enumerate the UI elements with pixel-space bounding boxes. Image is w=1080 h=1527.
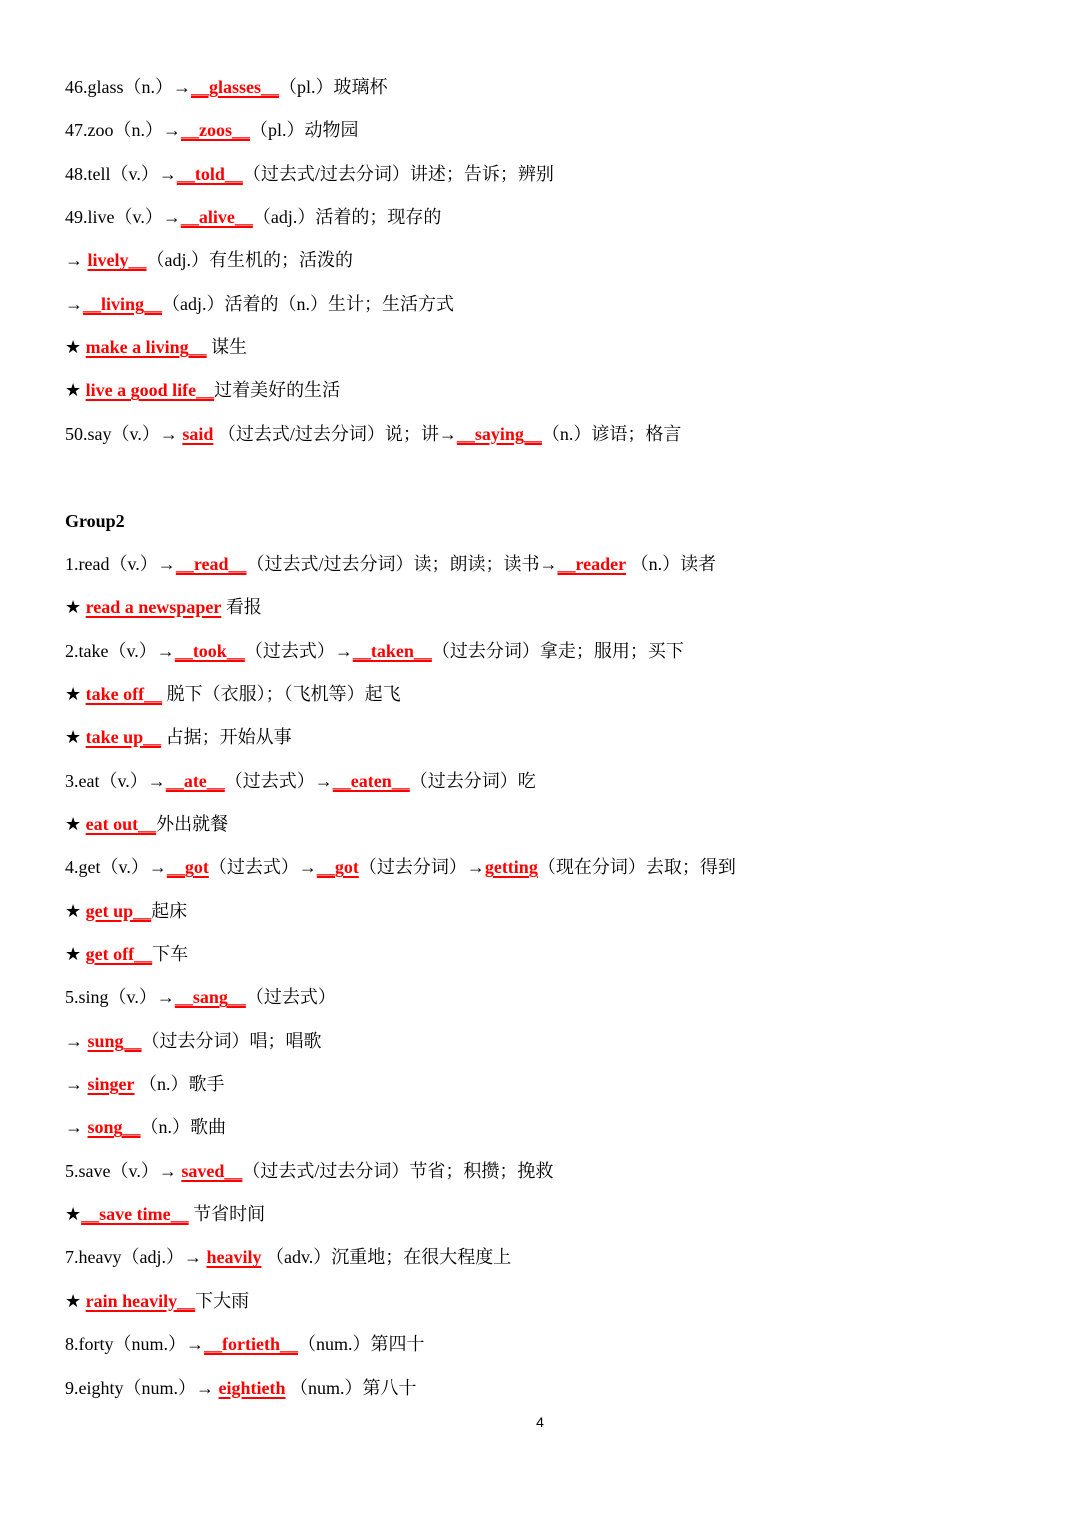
- vocab-line: [65, 549, 716, 579]
- prompt-text: 脱下（衣服）；（飞机等）起飞: [162, 683, 401, 704]
- prompt-text: 49.live（v.）→: [65, 207, 181, 228]
- prompt-text: （过去式）→: [244, 640, 353, 661]
- prompt-text: 9.eighty（num.）→: [65, 1377, 219, 1398]
- vocab-line: [65, 1156, 553, 1186]
- prompt-text: ★: [65, 727, 86, 748]
- answer-text: getting: [484, 857, 538, 878]
- prompt-text: 下大雨: [195, 1290, 250, 1311]
- prompt-text: （adv.）沉重地；在很大程度上: [261, 1247, 512, 1268]
- prompt-text: 7.heavy（adj.）→: [65, 1247, 207, 1268]
- vocab-line: [65, 1026, 322, 1056]
- prompt-text: ★: [65, 337, 86, 358]
- answer-text: __read__: [175, 553, 247, 574]
- prompt-text: 看报: [221, 597, 262, 618]
- vocab-line: [65, 202, 441, 232]
- vocab-line: [65, 592, 262, 622]
- answer-text: saved__: [181, 1160, 243, 1181]
- prompt-text: （过去式/过去分词）讲述；告诉；辨别: [242, 163, 554, 184]
- vocab-line: [65, 159, 554, 189]
- vocab-line: [65, 939, 188, 969]
- prompt-text: 谋生: [206, 337, 248, 358]
- prompt-text: （adj.）活着的（n.）生计；生活方式: [162, 293, 455, 314]
- prompt-text: （过去分词）拿走；服用；买下: [431, 640, 684, 661]
- prompt-text: →: [65, 250, 88, 271]
- prompt-text: 5.save（v.）→: [65, 1160, 182, 1181]
- prompt-text: 过着美好的生活: [214, 380, 341, 401]
- prompt-text: ★: [65, 1290, 86, 1311]
- answer-text: __save time__: [81, 1204, 189, 1225]
- prompt-text: ★: [65, 1204, 82, 1225]
- vocab-line: [65, 1329, 425, 1359]
- answer-text: read a newspaper: [85, 597, 222, 618]
- answer-text: __eaten__: [332, 770, 410, 791]
- answer-text: live a good life__: [85, 380, 215, 401]
- answer-text: __reader: [557, 553, 627, 574]
- vocab-line: [65, 375, 340, 405]
- prompt-text: 4.get（v.）→: [65, 857, 167, 878]
- vocab-line: [65, 809, 228, 839]
- answer-text: make a living__: [85, 337, 207, 358]
- vocab-line: [65, 679, 401, 709]
- answer-text: heavily: [206, 1247, 262, 1268]
- vocab-line: [65, 896, 187, 926]
- vocab-line: [65, 245, 353, 275]
- answer-text: singer: [87, 1074, 135, 1095]
- answer-text: __alive__: [180, 207, 253, 228]
- prompt-text: 8.forty（num.）→: [65, 1334, 204, 1355]
- answer-text: __fortieth__: [204, 1334, 298, 1355]
- answer-text: said: [182, 423, 214, 444]
- prompt-text: （现在分词）去取；得到: [537, 857, 736, 878]
- prompt-text: ★: [65, 380, 86, 401]
- prompt-text: （过去式）: [245, 987, 336, 1008]
- prompt-text: （num.）第四十: [297, 1334, 425, 1355]
- answer-text: __got: [166, 857, 209, 878]
- answer-text: rain heavily__: [85, 1290, 196, 1311]
- answer-text: eat out__: [85, 813, 157, 834]
- prompt-text: ★: [65, 683, 86, 704]
- answer-text: __glasses__: [191, 77, 280, 97]
- vocab-line: [65, 982, 336, 1012]
- answer-text: lively__: [87, 250, 147, 271]
- prompt-text: 5.sing（v.）→: [65, 987, 175, 1008]
- vocab-line: [65, 419, 681, 449]
- prompt-text: （过去分词）唱；唱歌: [141, 1030, 322, 1051]
- prompt-text: 节省时间: [188, 1204, 266, 1225]
- prompt-text: →: [65, 1074, 88, 1095]
- prompt-text: →: [65, 1117, 88, 1138]
- prompt-text: （过去式/过去分词）说；讲→: [213, 423, 457, 444]
- answer-text: __took__: [174, 640, 245, 661]
- page-number: 4: [536, 1414, 544, 1430]
- vocab-line: [65, 1199, 265, 1229]
- prompt-text: （过去式/过去分词）节省；积攒；挽救: [242, 1160, 554, 1181]
- prompt-text: ★: [65, 900, 86, 921]
- answer-text: get off__: [85, 944, 153, 964]
- vocab-line: [65, 1373, 417, 1403]
- vocab-line: [65, 1069, 225, 1099]
- prompt-text: （adj.）活着的；现存的: [252, 207, 442, 228]
- answer-text: __taken__: [352, 640, 432, 661]
- vocab-line: [65, 766, 536, 796]
- prompt-text: 47.zoo（n.）→: [65, 120, 181, 141]
- prompt-text: （过去分词）吃: [409, 770, 536, 791]
- answer-text: __got: [316, 857, 359, 878]
- prompt-text: 外出就餐: [156, 813, 229, 834]
- vocab-line: [65, 1286, 249, 1316]
- prompt-text: 1.read（v.）→: [65, 553, 176, 574]
- answer-text: get up__: [85, 900, 152, 921]
- answer-text: __sang__: [174, 987, 246, 1008]
- prompt-text: （n.）歌手: [134, 1074, 225, 1095]
- answer-text: eightieth: [218, 1377, 286, 1398]
- answer-text: sung__: [87, 1030, 142, 1051]
- prompt-text: （num.）第八十: [285, 1377, 417, 1398]
- prompt-text: （过去分词）→: [358, 857, 485, 878]
- prompt-text: 3.eat（v.）→: [65, 770, 166, 791]
- prompt-text: 46.glass（n.）→: [65, 77, 191, 97]
- prompt-text: ★: [65, 813, 86, 834]
- answer-text: take up__: [85, 727, 162, 748]
- vocab-line: [65, 72, 388, 102]
- prompt-text: （pl.）动物园: [250, 120, 359, 141]
- prompt-text: （n.）读者: [626, 553, 717, 574]
- prompt-text: （过去式）→: [208, 857, 317, 878]
- prompt-text: ★: [65, 597, 86, 618]
- prompt-text: （adj.）有生机的；活泼的: [146, 250, 353, 271]
- prompt-text: →: [65, 1030, 88, 1051]
- heading-text: Group2: [65, 510, 125, 531]
- prompt-text: （pl.）玻璃杯: [279, 77, 388, 97]
- answer-text: __saying__: [456, 423, 542, 444]
- vocab-line: [65, 722, 292, 752]
- vocab-line: [65, 289, 454, 319]
- prompt-text: （过去式/过去分词）读；朗读；读书→: [246, 553, 558, 574]
- vocab-line: [65, 115, 359, 145]
- vocab-line: [65, 1242, 511, 1272]
- answer-text: take off__: [85, 683, 163, 704]
- prompt-text: 起床: [151, 900, 188, 921]
- prompt-text: 50.say（v.）→: [65, 423, 183, 444]
- prompt-text: 占据；开始从事: [161, 727, 292, 748]
- vocab-line: [65, 332, 247, 362]
- answer-text: __living__: [83, 293, 163, 314]
- vocab-line: [65, 852, 736, 882]
- prompt-text: 48.tell（v.）→: [65, 163, 177, 184]
- prompt-text: →: [65, 293, 83, 314]
- answer-text: song__: [87, 1117, 141, 1138]
- prompt-text: ★: [65, 944, 86, 964]
- vocab-line: [65, 1112, 226, 1142]
- prompt-text: （n.）谚语；格言: [541, 423, 682, 444]
- prompt-text: 下车: [152, 944, 189, 964]
- answer-text: __ate__: [165, 770, 225, 791]
- prompt-text: 2.take（v.）→: [65, 640, 175, 661]
- prompt-text: （n.）歌曲: [140, 1117, 227, 1138]
- prompt-text: （过去式）→: [224, 770, 333, 791]
- answer-text: __zoos__: [181, 120, 250, 141]
- answer-text: __told__: [176, 163, 243, 184]
- section-heading: [65, 506, 125, 536]
- vocab-line: [65, 636, 684, 666]
